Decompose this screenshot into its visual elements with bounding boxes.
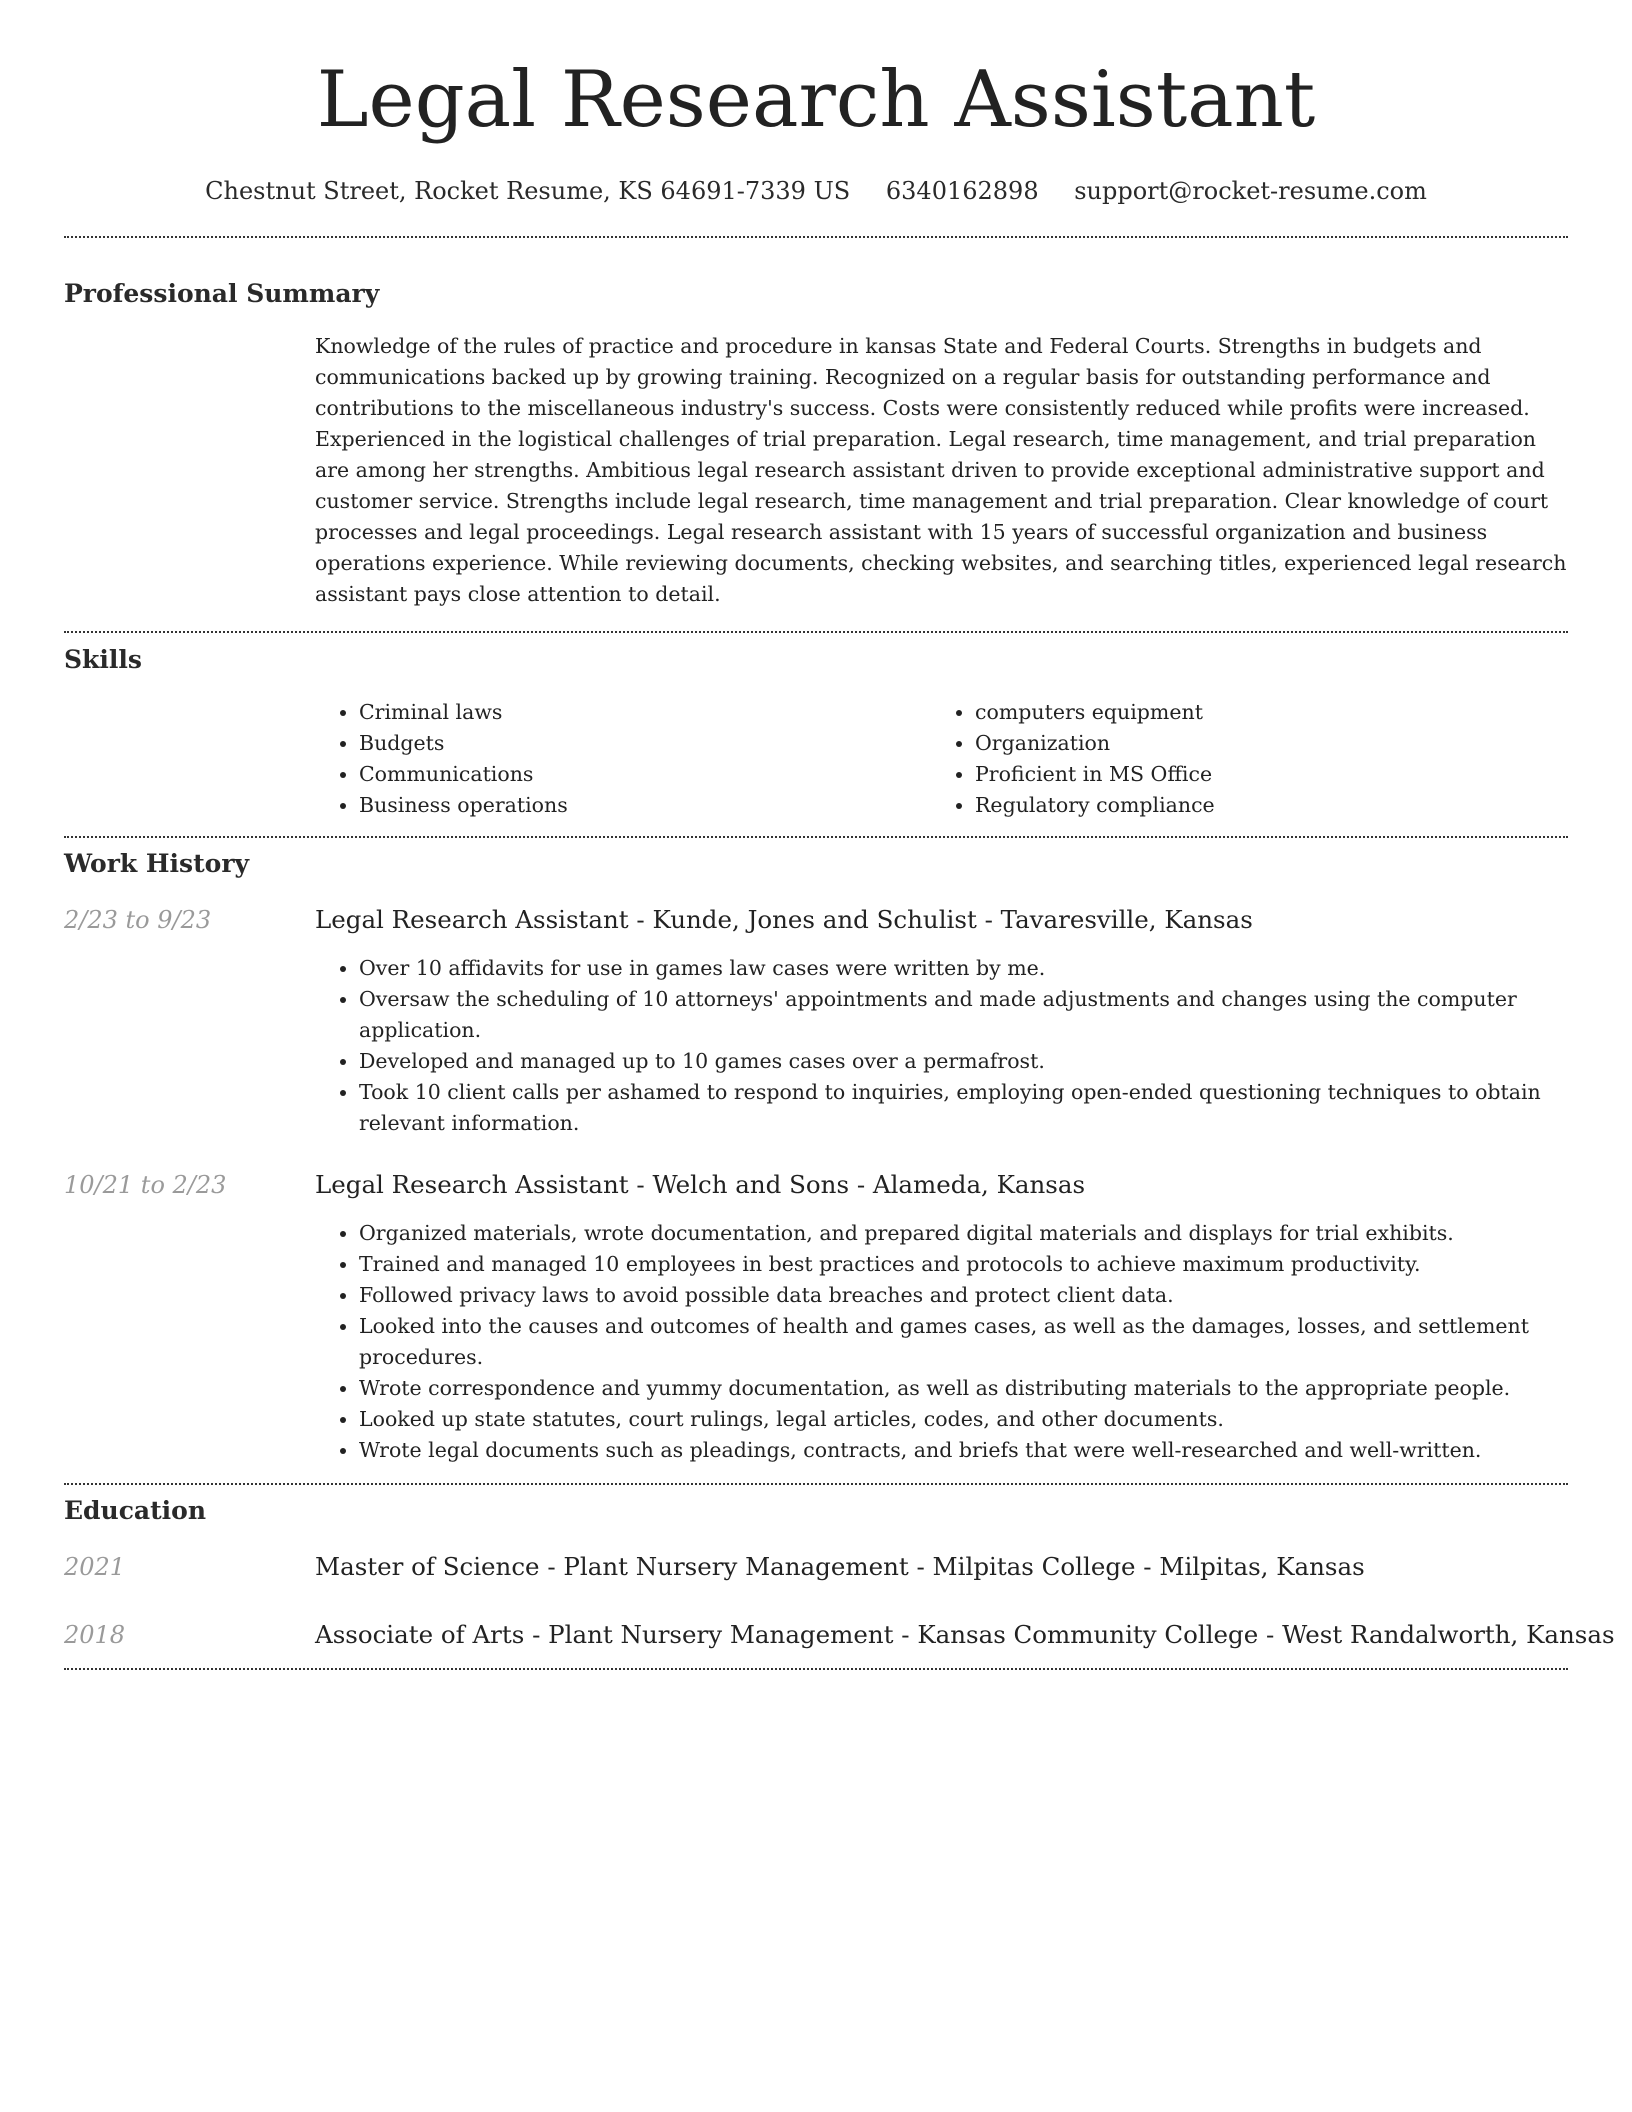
skill-item: • Communications	[359, 759, 931, 790]
job-bullet: • Trained and managed 10 employees in best practices and protocols to achieve maximum productivity.	[359, 1249, 1568, 1280]
summary-text: Knowledge of the rules of practice and procedure in kansas State and Federal Courts. Strengths in budgets and communications backed up by growing training. Recognized on a regular basis for outstanding performance and contributions to the miscellaneous industry's success. Costs were consistently reduced while profits were increased. Experienced in the logistical challenges of trial preparation. Legal research, time management, and trial preparation are among her strengths. Ambitious legal research assistant driven to provide exceptional administrative support and customer service. Strengths include legal research, time management and trial preparation. Clear knowledge of court processes and legal proceedings. Legal research assistant with 15 years of successful organization and business operations experience. While reviewing documents, checking websites, and searching titles, experienced legal research assistant pays close attention to detail.	[315, 334, 1567, 606]
job-bullet: • Followed privacy laws to avoid possible data breaches and protect client data.	[359, 1280, 1568, 1311]
job-entry	[64, 904, 1568, 1139]
job-bullet: • Over 10 affidavits for use in games law cases were written by me.	[359, 953, 1568, 984]
job-bullet: • Wrote correspondence and yummy documentation, as well as distributing materials to the appropriate people.	[359, 1373, 1568, 1404]
skill-item: • Proficient in MS Office	[975, 759, 1575, 790]
contact-email: support@rocket-resume.com	[1074, 177, 1427, 205]
job-bullet: • Developed and managed up to 10 games cases over a permafrost.	[359, 1046, 1568, 1077]
job-bullets	[315, 953, 1568, 1139]
resume-page	[64, 0, 1615, 1670]
job-title: Legal Research Assistant - Welch and Sons - Alameda, Kansas	[315, 1170, 1086, 1199]
section-title-education: Education	[64, 1496, 207, 1525]
education-entry	[64, 1551, 1568, 1583]
job-title: Legal Research Assistant - Kunde, Jones and Schulist - Tavaresville, Kansas	[315, 905, 1253, 934]
education-title: Associate of Arts - Plant Nursery Management - Kansas Community College - West Randalworth, Kansas	[315, 1620, 1615, 1649]
section-title-summary: Professional Summary	[64, 279, 380, 308]
contact-line	[64, 176, 1568, 206]
skill-item: • computers equipment	[975, 697, 1575, 728]
candidate-name: Legal Research Assistant	[316, 55, 1316, 145]
job-dates: 10/21 to 2/23	[64, 1171, 227, 1199]
skills-list-left	[315, 697, 931, 821]
job-bullet: • Wrote legal documents such as pleadings, contracts, and briefs that were well-researched and well-written.	[359, 1435, 1568, 1466]
contact-phone: 6340162898	[885, 177, 1039, 205]
job-bullet: • Looked into the causes and outcomes of health and games cases, as well as the damages, losses, and settlement procedures.	[359, 1311, 1568, 1373]
skill-item: • Regulatory compliance	[975, 790, 1575, 821]
job-entry	[64, 1169, 1568, 1466]
section-title-work: Work History	[64, 849, 250, 878]
education-year: 2021	[64, 1553, 126, 1581]
skill-item: • Organization	[975, 728, 1575, 759]
skill-item: • Criminal laws	[359, 697, 931, 728]
section-title-skills: Skills	[64, 645, 142, 674]
education-year: 2018	[64, 1621, 126, 1649]
job-dates: 2/23 to 9/23	[64, 906, 212, 934]
education-entry	[64, 1619, 1615, 1651]
skills-list-right	[931, 697, 1575, 821]
skills-row	[64, 697, 1568, 821]
education-title: Master of Science - Plant Nursery Management - Milpitas College - Milpitas, Kansas	[315, 1552, 1365, 1581]
job-bullet: • Looked up state statutes, court rulings, legal articles, codes, and other documents.	[359, 1404, 1568, 1435]
job-bullet: • Took 10 client calls per ashamed to respond to inquiries, employing open-ended questioning techniques to obtain relevant information.	[359, 1077, 1568, 1139]
job-bullet: • Organized materials, wrote documentation, and prepared digital materials and displays for trial exhibits.	[359, 1218, 1568, 1249]
skill-item: • Business operations	[359, 790, 931, 821]
divider	[64, 1668, 1568, 1670]
skill-item: • Budgets	[359, 728, 931, 759]
summary-row	[64, 331, 1568, 610]
job-bullet: • Oversaw the scheduling of 10 attorneys' appointments and made adjustments and changes using the computer application.	[359, 984, 1568, 1046]
skills-grid	[315, 697, 1575, 821]
contact-address: Chestnut Street, Rocket Resume, KS 64691-7339 US	[205, 177, 851, 205]
job-bullets	[315, 1218, 1568, 1466]
